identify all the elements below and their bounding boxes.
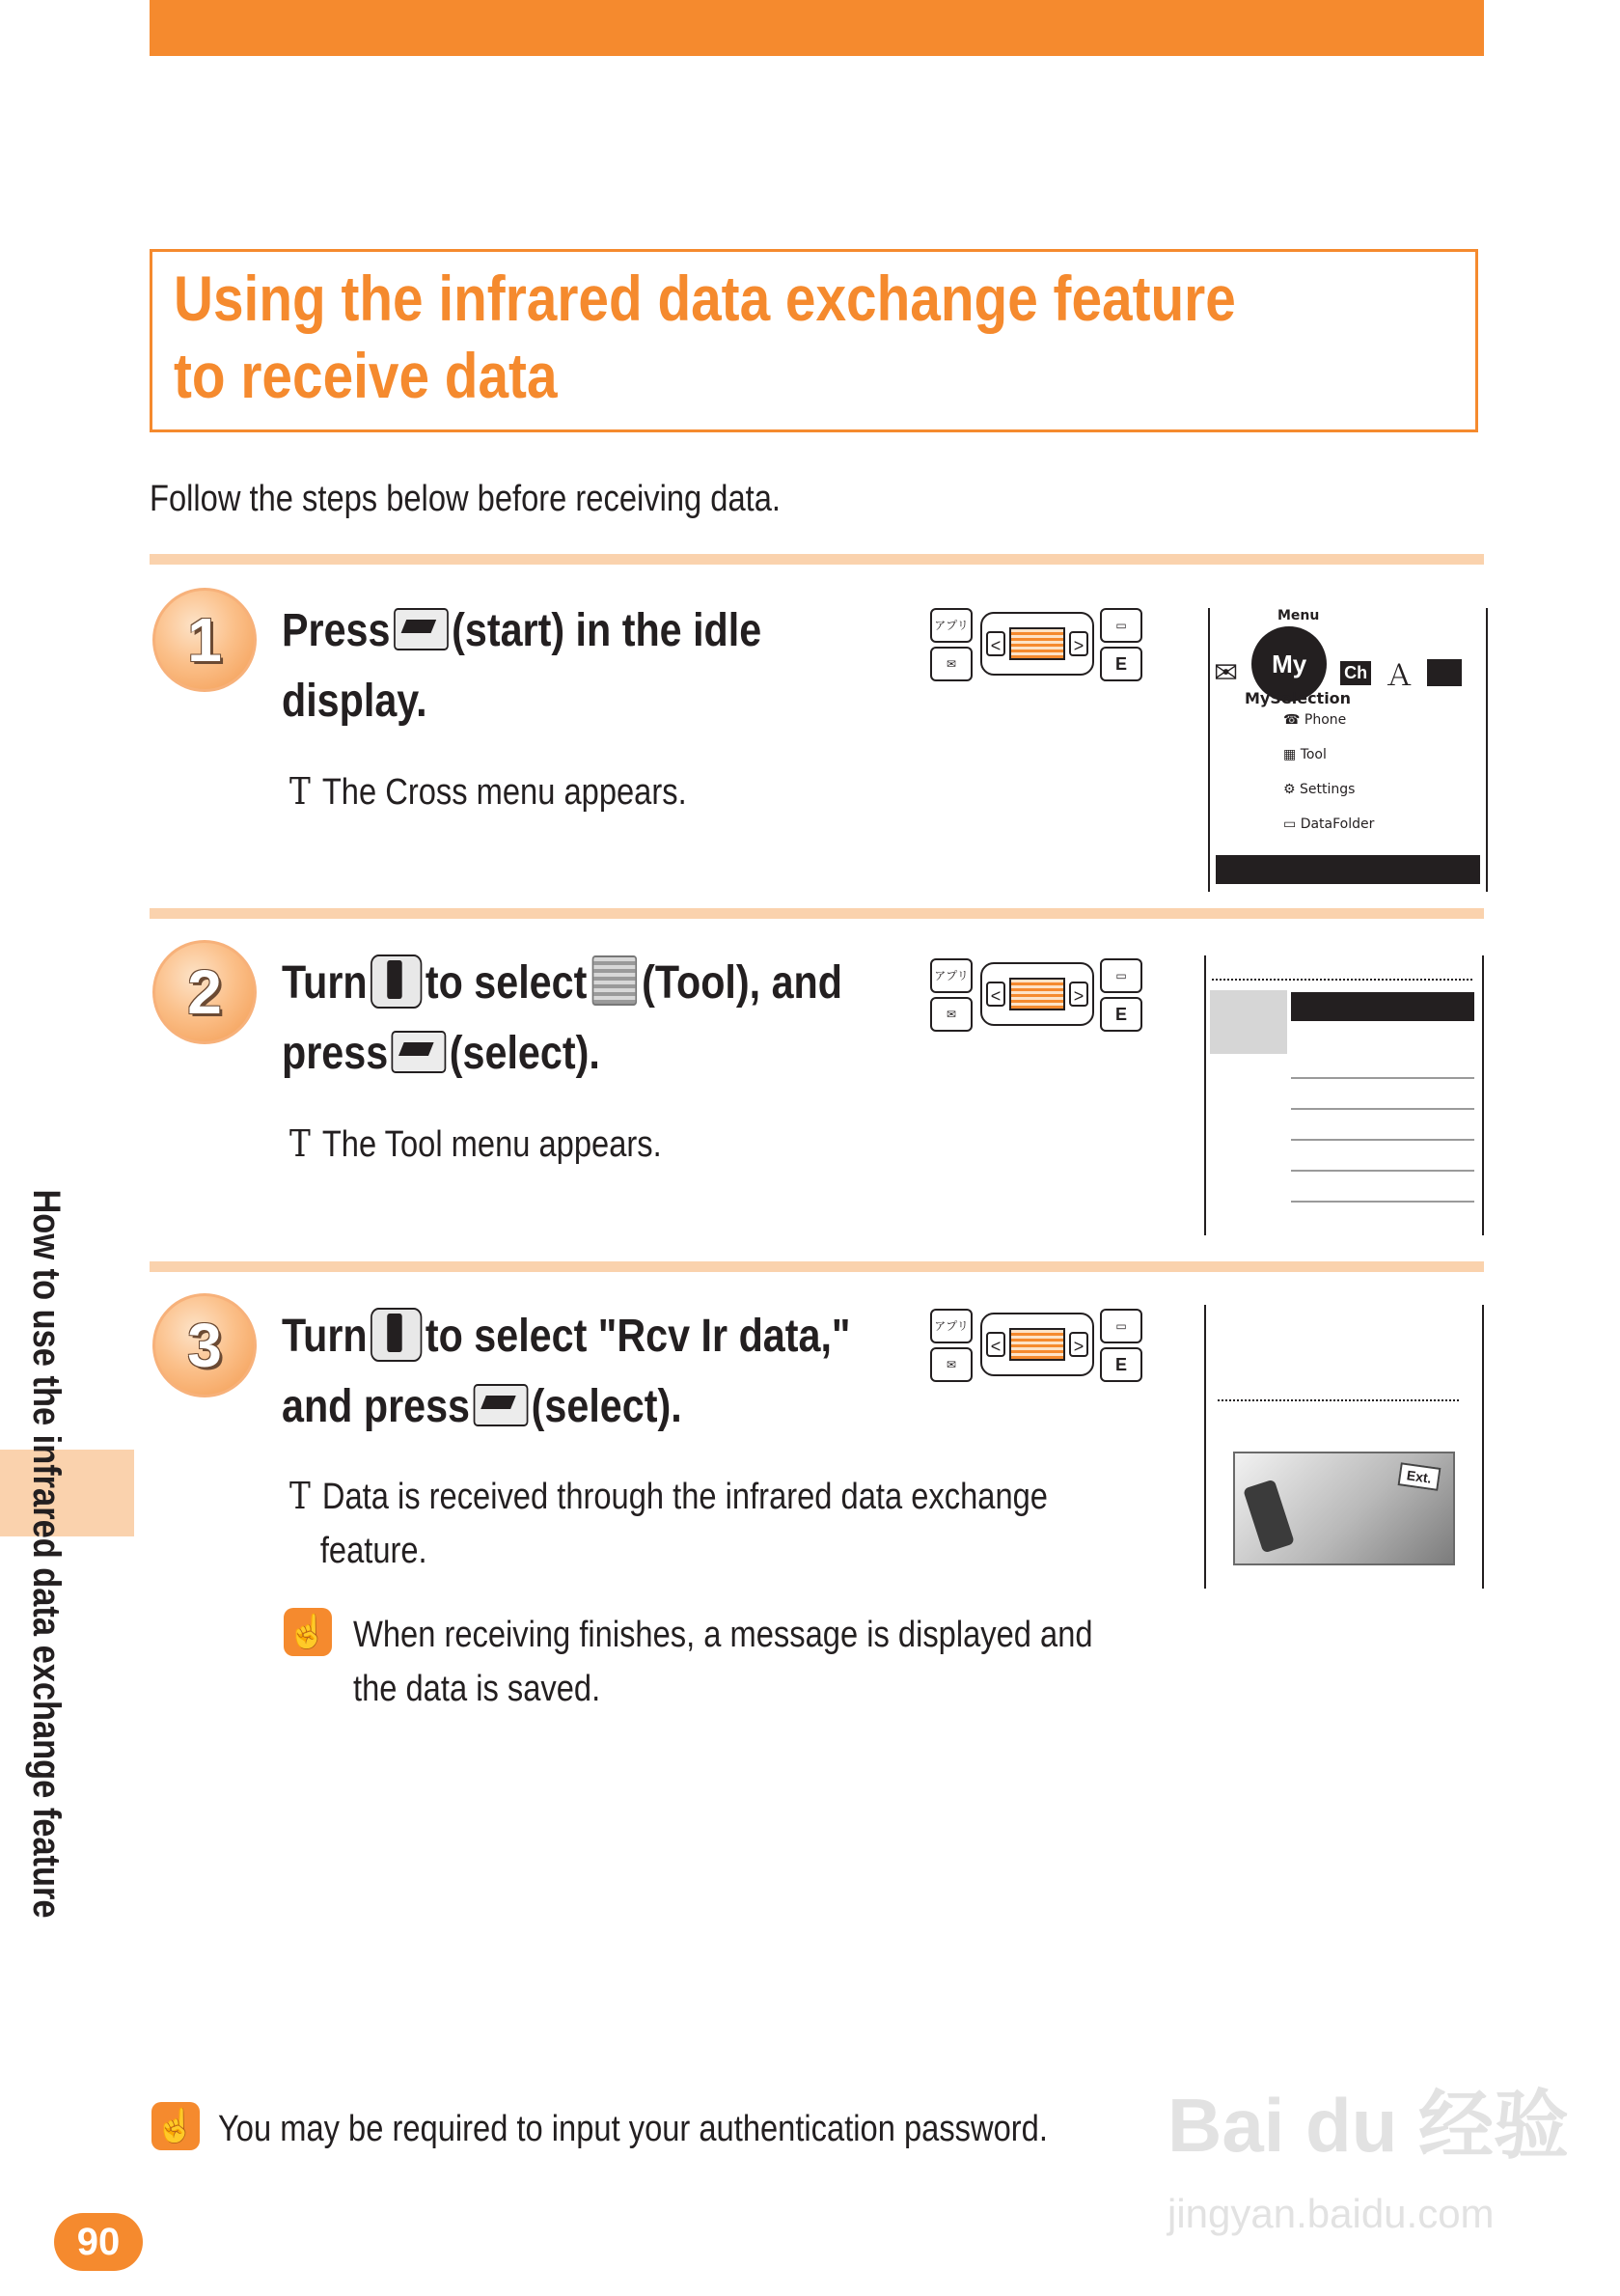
step-1-instruction bbox=[282, 595, 761, 736]
page-title bbox=[174, 260, 1236, 414]
menu-item-label: Phone bbox=[1304, 712, 1347, 728]
screen-title-bar bbox=[1212, 963, 1472, 981]
hand-note-icon: ☝ bbox=[151, 2102, 200, 2150]
step-1-text: (start) in the idle bbox=[452, 605, 762, 656]
watermark-url: jingyan.baidu.com bbox=[1167, 2191, 1495, 2236]
page-number: 90 bbox=[54, 2213, 143, 2271]
menu-item-datafolder: ▭ DataFolder bbox=[1283, 816, 1375, 832]
bullet: T bbox=[289, 770, 311, 813]
hand-note-icon: ☝ bbox=[284, 1608, 332, 1656]
e-key-icon: E bbox=[1100, 997, 1142, 1032]
keypad-diagram bbox=[930, 1309, 1152, 1386]
navigation-wheel-icon bbox=[371, 1308, 422, 1362]
watermark-logo: Bai du 经验 bbox=[1167, 2083, 1570, 2168]
note-text: The Tool menu appears. bbox=[321, 1124, 662, 1165]
note-text: feature. bbox=[319, 1531, 427, 1571]
intro-text: Follow the steps below before receiving data. bbox=[150, 479, 781, 519]
step-3-text: (select). bbox=[531, 1381, 682, 1432]
menu-item-settings: ⚙ Settings bbox=[1283, 782, 1356, 797]
step-number: 1 bbox=[187, 605, 222, 675]
right-arrow-icon: > bbox=[1069, 1332, 1088, 1357]
my-selection-icon: My bbox=[1251, 626, 1327, 702]
step-2-instruction bbox=[282, 948, 842, 1089]
navigation-key-icon bbox=[980, 612, 1094, 676]
title-line-1: Using the infrared data exchange feature bbox=[174, 263, 1236, 334]
app-key-icon: アプリ bbox=[930, 608, 973, 643]
channel-icon: Ch bbox=[1340, 661, 1371, 685]
selection-label: MySelection bbox=[1245, 689, 1352, 707]
keypad-diagram bbox=[930, 958, 1152, 1036]
cross-menu-screen bbox=[1208, 608, 1488, 892]
menu-item-tool: ▦ Tool bbox=[1283, 747, 1327, 762]
step-1-text: display. bbox=[282, 676, 427, 727]
left-arrow-icon: < bbox=[986, 631, 1005, 656]
step-2-text: Turn bbox=[282, 957, 368, 1009]
step-2-text: to select bbox=[425, 957, 588, 1009]
start-key-icon bbox=[394, 608, 449, 650]
step-number: 3 bbox=[187, 1311, 222, 1380]
folder-key-icon: ▭ bbox=[1100, 608, 1142, 643]
cross-menu-list bbox=[1283, 712, 1374, 851]
receive-screen bbox=[1204, 1305, 1484, 1589]
step-separator bbox=[150, 1261, 1484, 1272]
navigation-key-icon bbox=[980, 1313, 1094, 1376]
bullet: T bbox=[289, 1122, 311, 1165]
left-arrow-icon: < bbox=[986, 1332, 1005, 1357]
tip-text: the data is saved. bbox=[353, 1669, 601, 1709]
step-3-instruction bbox=[282, 1301, 850, 1442]
step-2-text: (select). bbox=[449, 1028, 600, 1079]
tool-menu-screen bbox=[1204, 955, 1484, 1235]
start-key-icon bbox=[392, 1031, 447, 1073]
e-key-icon: E bbox=[1100, 1347, 1142, 1382]
header-bar bbox=[150, 0, 1484, 56]
menu-item-label: Settings bbox=[1300, 782, 1356, 797]
menu-label: Menu bbox=[1277, 608, 1320, 623]
app-key-icon: アプリ bbox=[930, 958, 973, 993]
right-arrow-icon: > bbox=[1069, 631, 1088, 656]
selected-menu-row bbox=[1291, 992, 1474, 1021]
step-3-text: to select "Rcv Ir data," bbox=[425, 1311, 851, 1362]
receive-message-line bbox=[1218, 1388, 1459, 1401]
step-3-tip bbox=[353, 1608, 1093, 1716]
step-1-text: Press bbox=[282, 605, 391, 656]
step-3-text: Turn bbox=[282, 1311, 368, 1362]
mail-key-icon: ✉ bbox=[930, 997, 973, 1032]
tool-menu-list bbox=[1291, 1048, 1474, 1231]
step-2-note bbox=[289, 1117, 662, 1172]
mail-key-icon: ✉ bbox=[930, 1347, 973, 1382]
center-key-icon bbox=[1009, 627, 1065, 660]
infrared-transfer-illustration bbox=[1233, 1452, 1455, 1565]
tool-icon bbox=[591, 955, 636, 1006]
center-key-icon bbox=[1009, 978, 1065, 1010]
note-text: Data is received through the infrared data exchange bbox=[321, 1477, 1048, 1517]
menu-item-label: DataFolder bbox=[1300, 816, 1375, 832]
tip-text: When receiving finishes, a message is displayed and bbox=[353, 1615, 1093, 1655]
step-separator bbox=[150, 554, 1484, 565]
film-icon bbox=[1427, 659, 1462, 686]
tool-icon bbox=[1210, 990, 1287, 1054]
menu-item-label: Tool bbox=[1300, 747, 1327, 762]
soft-key-bar bbox=[1216, 855, 1480, 884]
a-icon: Ａ bbox=[1385, 660, 1414, 692]
keypad-diagram bbox=[930, 608, 1152, 685]
mail-key-icon: ✉ bbox=[930, 647, 973, 681]
title-line-2: to receive data bbox=[174, 340, 558, 411]
ext-card-icon: Ext. bbox=[1398, 1462, 1442, 1491]
folder-key-icon: ▭ bbox=[1100, 1309, 1142, 1343]
step-3-text: and press bbox=[282, 1381, 471, 1432]
app-key-icon: アプリ bbox=[930, 1309, 973, 1343]
step-2-text: press bbox=[282, 1028, 389, 1079]
left-arrow-icon: < bbox=[986, 982, 1005, 1007]
start-key-icon bbox=[473, 1384, 528, 1426]
menu-item-phone: ☎ Phone bbox=[1283, 712, 1347, 728]
step-number-badge bbox=[152, 940, 257, 1044]
step-separator bbox=[150, 908, 1484, 919]
folder-key-icon: ▭ bbox=[1100, 958, 1142, 993]
mail-icon: ✉ bbox=[1214, 656, 1239, 689]
navigation-key-icon bbox=[980, 962, 1094, 1026]
note-text: The Cross menu appears. bbox=[321, 772, 687, 813]
step-number-badge bbox=[152, 1293, 257, 1397]
step-1-note bbox=[289, 764, 687, 819]
footer-note: You may be required to input your authentication password. bbox=[218, 2109, 1048, 2149]
title-box bbox=[150, 249, 1478, 432]
step-2-text: (Tool), and bbox=[642, 957, 842, 1009]
phone-icon bbox=[1243, 1479, 1295, 1553]
step-3-note bbox=[289, 1469, 1048, 1578]
step-number: 2 bbox=[187, 957, 222, 1027]
bullet: T bbox=[289, 1475, 311, 1517]
step-number-badge bbox=[152, 588, 257, 692]
navigation-wheel-icon bbox=[371, 954, 422, 1009]
right-arrow-icon: > bbox=[1069, 982, 1088, 1007]
e-key-icon: E bbox=[1100, 647, 1142, 681]
sidebar-title: How to use the infrared data exchange feature bbox=[25, 1189, 68, 1919]
center-key-icon bbox=[1009, 1328, 1065, 1361]
